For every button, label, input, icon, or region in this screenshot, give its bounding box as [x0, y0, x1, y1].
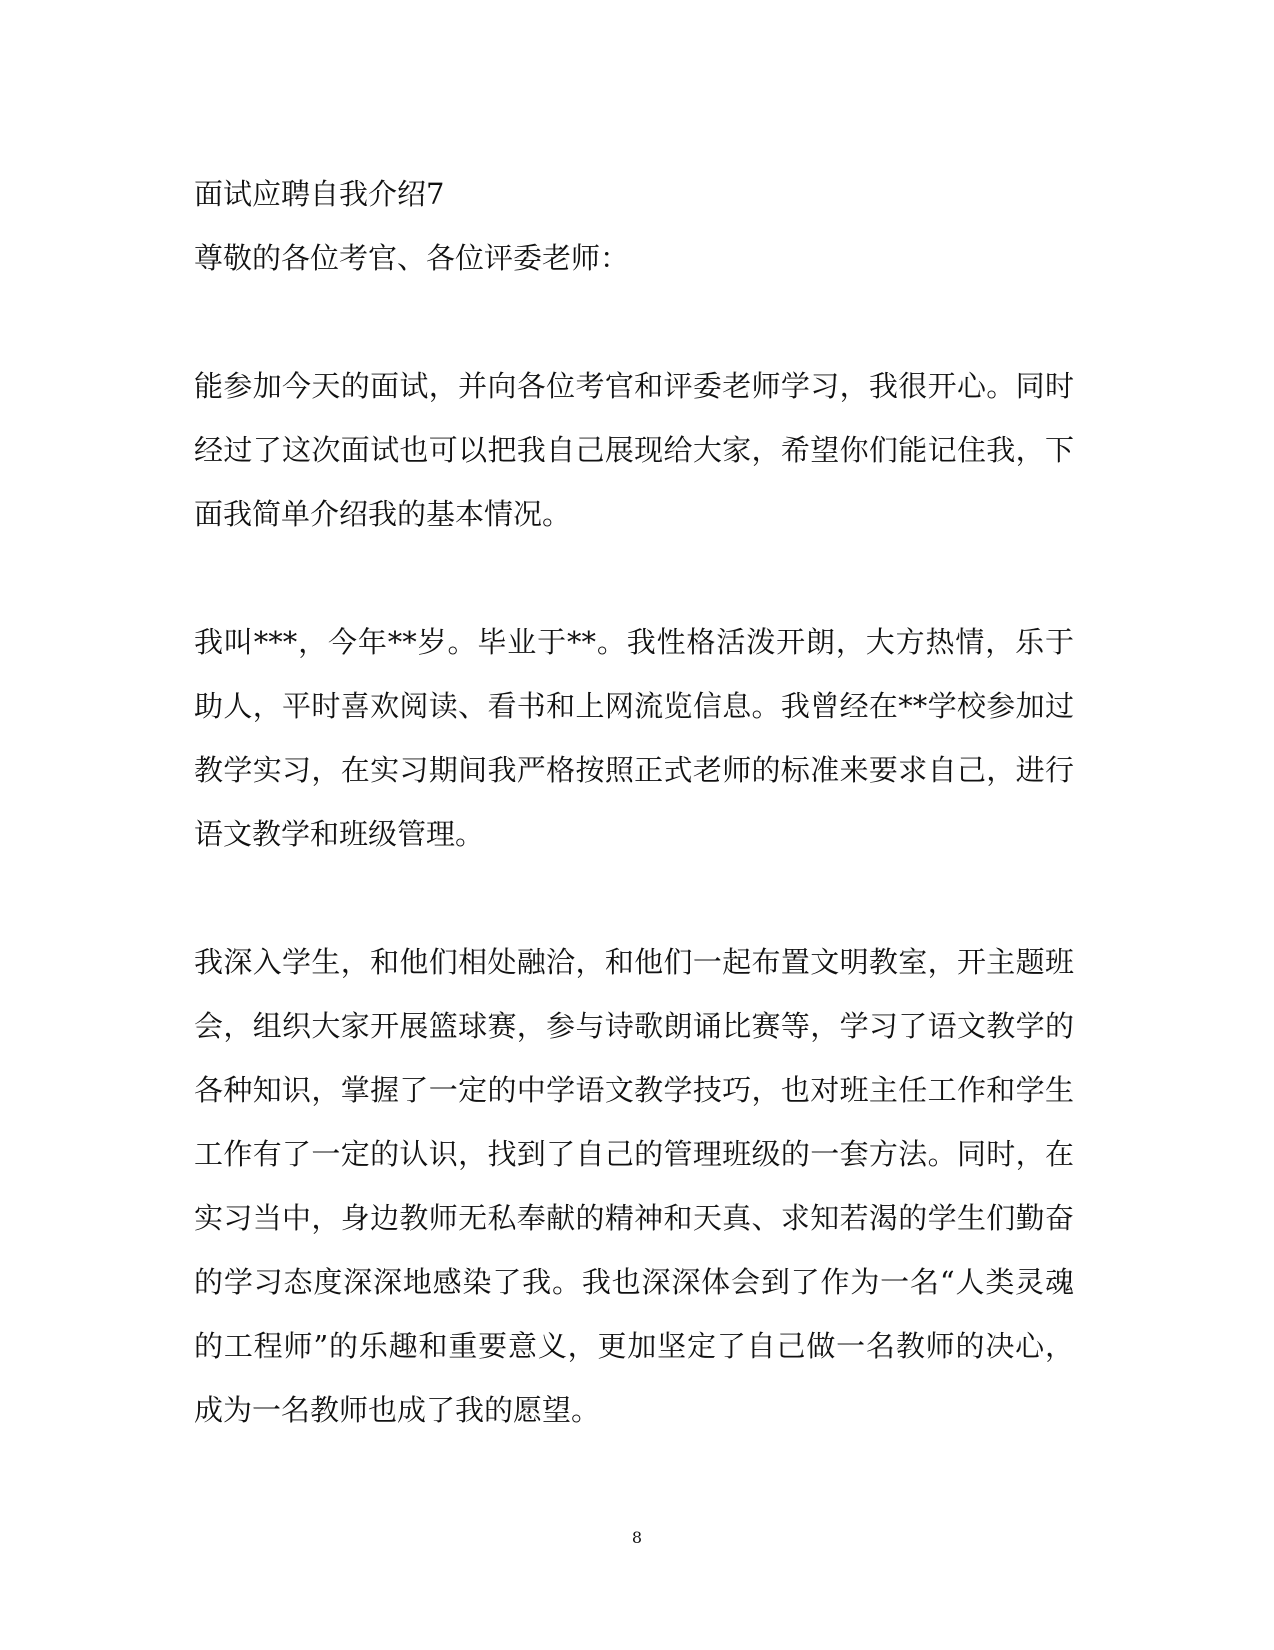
paragraph-background: 我叫***，今年**岁。毕业于**。我性格活泼开朗，大方热情，乐于助人，平时喜欢阅读、看书和上网流览信息。我曾经在**学校参加过教学实习，在实习期间我严格按照正式老师的标准来要求自己，进行语文教学和班级管理。	[194, 625, 1074, 851]
salutation: 尊敬的各位考官、各位评委老师：	[194, 241, 630, 275]
blank-line	[194, 290, 1074, 354]
paragraph-intro: 能参加今天的面试，并向各位考官和评委老师学习，我很开心。同时经过了这次面试也可以把我自己展现给大家，希望你们能记住我，下面我简单介绍我的基本情况。	[194, 369, 1074, 531]
page-number: 8	[631, 1528, 643, 1547]
paragraph-experience: 我深入学生，和他们相处融洽，和他们一起布置文明教室，开主题班会，组织大家开展篮球赛，参与诗歌朗诵比赛等，学习了语文教学的各种知识，掌握了一定的中学语文教学技巧，也对班主任工作和学生工作有了一定的认识，找到了自己的管理班级的一套方法。同时，在实习当中，身边教师无私奉献的精神和天真、求知若渴的学生们勤奋的学习态度深深地感染了我。我也深深体会到了作为一名“人类灵魂的工程师”的乐趣和重要意义，更加坚定了自己做一名教师的决心，成为一名教师也成了我的愿望。	[194, 945, 1074, 1427]
document-body	[194, 162, 1074, 1442]
document-title: 面试应聘自我介绍7	[194, 177, 445, 211]
